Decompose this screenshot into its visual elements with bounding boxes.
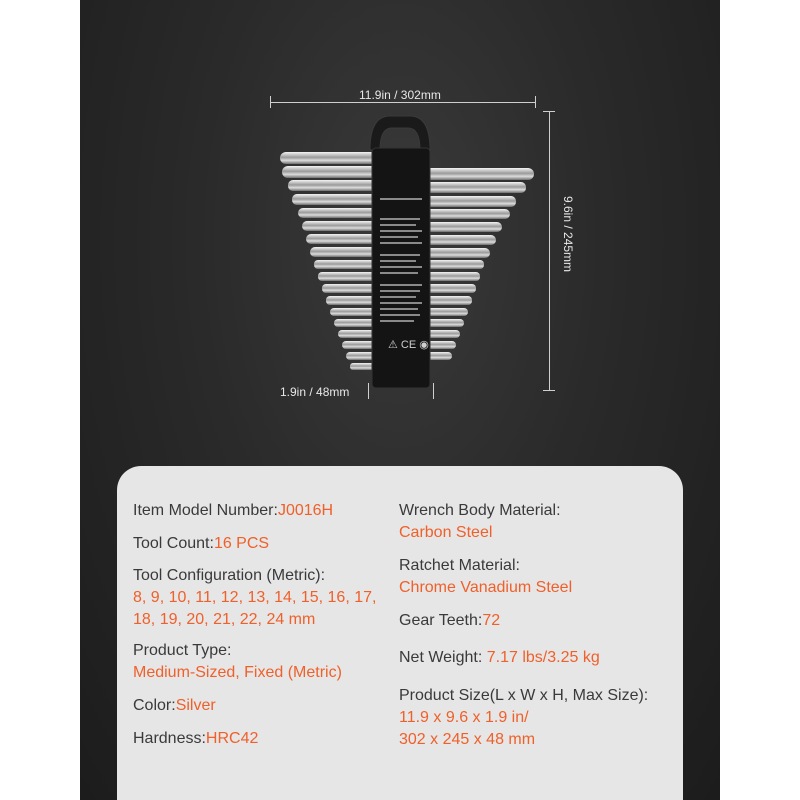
spec-net-weight: Net Weight: 7.17 lbs/3.25 kg [399,649,600,666]
height-tick-top [543,111,555,112]
spec-wrench-body-material: Wrench Body Material: Carbon Steel [399,502,561,541]
height-tick-bottom [543,390,555,391]
spec-item-model-number: Item Model Number:J0016H [133,502,334,519]
width-tick-right [535,96,536,108]
height-dimension-line [549,111,550,390]
spec-tool-configuration: Tool Configuration (Metric): 8, 9, 10, 11, 12, 13, 14, 15, 16, 17, 18, 19, 20, 21, 22, 24 mm [133,567,377,628]
height-dimension-label: 9.6in / 245mm [561,196,575,273]
spec-ratchet-material: Ratchet Material: Chrome Vanadium Steel [399,557,573,596]
spec-product-size: Product Size(L x W x H, Max Size): 11.9 x 9.6 x 1.9 in/ 302 x 245 x 48 mm [399,687,649,748]
width-tick-left [270,96,271,108]
ce-mark-icon: ⚠ CE ◉ [388,339,429,351]
spec-product-type: Product Type: Medium-Sized, Fixed (Metric) [133,642,342,681]
spec-gear-teeth: Gear Teeth:72 [399,612,501,629]
spec-tool-count: Tool Count:16 PCS [133,535,270,552]
width-dimension-label: 11.9in / 302mm [359,88,441,102]
wrench-set-rack-image [262,108,540,393]
width-dimension-line [270,102,535,103]
spec-hardness: Hardness:HRC42 [133,730,259,747]
depth-dimension-label: 1.9in / 48mm [280,385,350,399]
spec-color: Color:Silver [133,697,216,714]
